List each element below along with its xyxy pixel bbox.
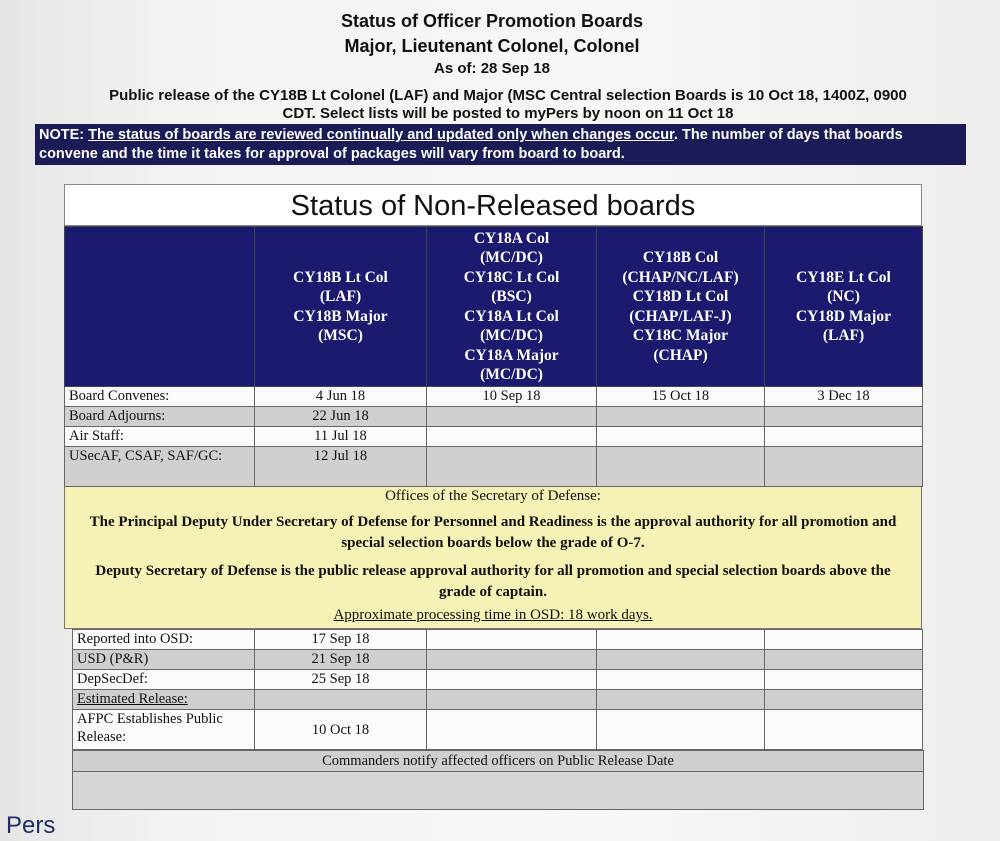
osd-paragraph-1: The Principal Deputy Under Secretary of Defense for Personnel and Readiness is the approval authority for all promotion and special selection boards below the grade of O-7. (89, 514, 897, 551)
public-release-notice (38, 87, 978, 123)
note-banner (35, 124, 966, 165)
column-header-line: CY18C Lt Col (463, 268, 560, 286)
table-cell (597, 630, 765, 650)
page-title: Status of Officer Promotion Boards (340, 11, 644, 31)
table-cell (427, 690, 597, 710)
table-cell (255, 690, 427, 710)
row-label: AFPC Establishes Public Release: (73, 710, 255, 750)
column-header (597, 227, 765, 387)
table-cell: 21 Sep 18 (255, 650, 427, 670)
column-header-line: (LAF) (319, 288, 362, 305)
empty-footer-row (72, 772, 924, 810)
row-label: Air Staff: (65, 427, 255, 447)
page-subtitle: Major, Lieutenant Colonel, Colonel (344, 36, 640, 56)
table-cell (597, 407, 765, 427)
table-row (65, 447, 923, 487)
table-cell (765, 670, 923, 690)
column-header-line: (CHAP/LAF-J) (629, 307, 732, 325)
osd-processing-time: Approximate processing time in OSD: 18 work days. (333, 607, 653, 623)
table-cell (597, 650, 765, 670)
table-title: Status of Non-Released boards (64, 184, 922, 226)
column-header-line: CY18B Col (642, 249, 719, 266)
table-cell: 4 Jun 18 (255, 387, 427, 407)
row-label: USecAF, CSAF, SAF/GC: (65, 447, 255, 487)
column-header (255, 227, 427, 387)
table-cell (427, 447, 597, 487)
table-row (73, 650, 923, 670)
as-of-label: As of: (434, 60, 477, 77)
table-row (65, 387, 923, 407)
column-header-line: (CHAP/NC/LAF) (622, 268, 739, 286)
column-header-line: (MSC) (318, 327, 363, 344)
column-header-line: CY18C Major (632, 327, 729, 344)
column-header-line: CY18B Major (293, 307, 388, 325)
table-row (73, 670, 923, 690)
note-rest: . The number of days that boards convene and the time it takes for approval of packages will vary from board to board. (39, 127, 903, 162)
table-cell (427, 427, 597, 447)
table-cell: 25 Sep 18 (255, 670, 427, 690)
table-cell (597, 690, 765, 710)
table-cell: 3 Dec 18 (765, 387, 923, 407)
column-header-line: (MC/DC) (480, 249, 543, 266)
table-cell: 12 Jul 18 (255, 447, 427, 487)
table-cell (765, 407, 923, 427)
osd-heading: Offices of the Secretary of Defense: (385, 488, 601, 504)
public-release-line-2: CDT. Select lists will be posted to myPers by noon on 11 Oct 18 (282, 105, 734, 122)
row-label: Board Adjourns: (65, 407, 255, 427)
row-label: Board Convenes: (65, 387, 255, 407)
header-blank-cell (65, 227, 255, 387)
table-cell (597, 670, 765, 690)
osd-paragraph-2: Deputy Secretary of Defense is the public release approval authority for all promotion and special selection boards above the grade of captain. (95, 563, 891, 600)
commanders-note: Commanders notify affected officers on Public Release Date (72, 750, 924, 772)
table-row (73, 710, 923, 750)
column-header-line: CY18E Lt Col (796, 268, 891, 286)
osd-info-panel (64, 487, 922, 629)
table-row (65, 427, 923, 447)
table-cell (427, 630, 597, 650)
table-cell: 11 Jul 18 (255, 427, 427, 447)
table-cell (765, 650, 923, 670)
as-of-line (0, 60, 992, 77)
table-cell: 15 Oct 18 (597, 387, 765, 407)
column-header-line: (LAF) (822, 327, 865, 344)
table-cell: 10 Oct 18 (255, 710, 427, 750)
table-cell (597, 427, 765, 447)
row-label: DepSecDef: (73, 670, 255, 690)
table-cell: 10 Sep 18 (427, 387, 597, 407)
as-of-value: 28 Sep 18 (480, 60, 550, 77)
row-label: Reported into OSD: (73, 630, 255, 650)
row-label: USD (P&R) (73, 650, 255, 670)
note-underlined: The status of boards are reviewed continually and updated only when changes occur (88, 127, 674, 143)
column-header-line: CY18A Col (473, 229, 550, 247)
table-cell (597, 447, 765, 487)
table-cell (427, 670, 597, 690)
table-cell: 22 Jun 18 (255, 407, 427, 427)
row-label: Estimated Release: (73, 690, 255, 710)
table-cell (427, 650, 597, 670)
table-cell (765, 630, 923, 650)
table-cell (597, 710, 765, 750)
status-table (64, 226, 923, 487)
column-header-line: (BSC) (491, 288, 532, 305)
column-header (765, 227, 923, 387)
column-header-line: (MC/DC) (480, 327, 543, 344)
column-header-line: CY18B Lt Col (293, 268, 388, 286)
column-header-line: (CHAP) (653, 346, 708, 364)
osd-table (72, 629, 923, 750)
table-cell (427, 407, 597, 427)
column-header (427, 227, 597, 387)
table-cell (765, 427, 923, 447)
public-release-line-1: Public release of the CY18B Lt Colonel (LAF) and Major (MSC Central selection Boards is 10 Oct 18, 1400Z, 0900 (109, 87, 907, 104)
mypers-logo: Pers (6, 812, 56, 839)
column-header-line: (NC) (827, 288, 860, 305)
column-header-line: CY18A Major (464, 346, 559, 364)
table-cell (765, 447, 923, 487)
table-cell: 17 Sep 18 (255, 630, 427, 650)
table-header-row (65, 227, 923, 387)
column-header-line: CY18D Lt Col (632, 288, 729, 305)
table-row (73, 630, 923, 650)
table-row (73, 690, 923, 710)
note-prefix: NOTE: (39, 127, 85, 143)
column-header-line: CY18A Lt Col (464, 307, 559, 325)
table-cell (765, 710, 923, 750)
table-row (65, 407, 923, 427)
table-cell (427, 710, 597, 750)
table-cell (765, 690, 923, 710)
column-header-line: CY18D Major (795, 307, 892, 325)
status-table-container (64, 184, 922, 810)
column-header-line: (MC/DC) (480, 366, 543, 383)
